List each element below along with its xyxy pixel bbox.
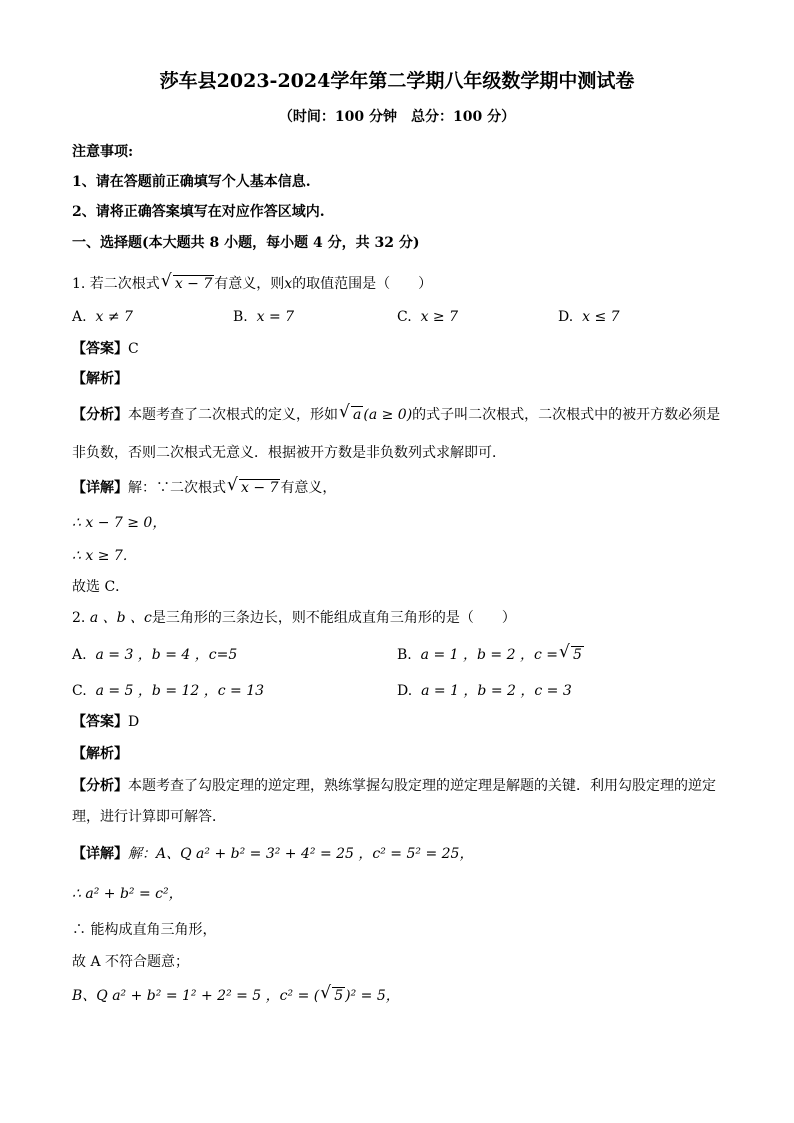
question-1: [72, 275, 432, 293]
notice-heading: 注意事项:: [72, 144, 134, 160]
q1-step-1: ∴ x − 7 ≥ 0，: [72, 515, 167, 531]
q2-option-b: B. a = 1 ，b = 2 ，c =√ 5: [397, 646, 584, 664]
question-2: 2. a 、b 、c是三角形的三条边长，则不能组成直角三角形的是（ ）: [72, 610, 516, 626]
q2-detail-b: B、Q a² + b² = 1² + 2² = 5 ，c² = (√ 5 )² = 5，: [72, 987, 400, 1005]
q2-answer: 【答案】D: [72, 714, 140, 730]
q2-detail-a: 【详解】解：A、Q a² + b² = 3² + 4² = 25 ，c² = 5² = 25，: [72, 846, 474, 862]
q1-tail: 的取值范围是（ ）: [292, 276, 433, 292]
notice-item-1: 1、请在答题前正确填写个人基本信息.: [72, 174, 311, 190]
q1-after: 有意义，则: [214, 276, 285, 292]
q2-step-a3: 故 A 不符合题意；: [72, 954, 190, 970]
q1-conclusion: 故选 C．: [72, 579, 130, 595]
page-title: 莎车县2023-2024学年第二学期八年级数学期中测试卷: [159, 70, 635, 92]
q1-option-d: D. x ≤ 7: [558, 309, 620, 325]
q1-analysis-tag: 【解析】: [72, 371, 128, 387]
q1-answer: 【答案】C: [72, 341, 139, 357]
q1-detail: 【详解】解：∵二次根式√ x − 7 有意义，: [72, 479, 336, 497]
q2-option-d: D. a = 1 ，b = 2 ，c = 3: [397, 683, 572, 699]
q1-option-b: B. x = 7: [233, 309, 295, 325]
q1-fenxi-line-1: 【分析】本题考查了二次根式的定义，形如√ a (a ≥ 0)的式子叫二次根式，二次根式中的被开方数必须是: [72, 406, 720, 424]
q2-analysis-tag: 【解析】: [72, 746, 128, 762]
exam-info: （时间：100 分钟 总分：100 分）: [278, 109, 516, 125]
q1-lead: 1. 若二次根式: [72, 276, 160, 292]
q2-option-a: A. a = 3 ，b = 4 ，c=5: [72, 647, 238, 663]
q1-option-c: C. x ≥ 7: [397, 309, 459, 325]
section-heading: 一、选择题(本大题共 8 小题，每小题 4 分，共 32 分): [72, 235, 420, 251]
q2-fenxi-line-1: 【分析】本题考查了勾股定理的逆定理，熟练掌握勾股定理的逆定理是解题的关键．利用勾股定理的逆定: [72, 778, 716, 794]
q2-fenxi-line-2: 理，进行计算即可解答．: [72, 809, 226, 825]
q1-fenxi-line-2: 非负数，否则二次根式无意义．根据被开方数是非负数列式求解即可．: [72, 445, 506, 461]
q2-option-c: C. a = 5 ，b = 12 ，c = 13: [72, 683, 265, 699]
notice-item-2: 2、请将正确答案填写在对应作答区域内.: [72, 204, 325, 220]
q2-step-a1: ∴ a² + b² = c²，: [72, 886, 183, 902]
q1-var: x: [284, 276, 293, 292]
sqrt-expression: √ x − 7: [162, 275, 214, 293]
q2-step-a2: ∴ 能构成直角三角形，: [72, 922, 217, 938]
q1-step-2: ∴ x ≥ 7．: [72, 548, 137, 564]
q1-option-a: A. x ≠ 7: [72, 309, 133, 325]
